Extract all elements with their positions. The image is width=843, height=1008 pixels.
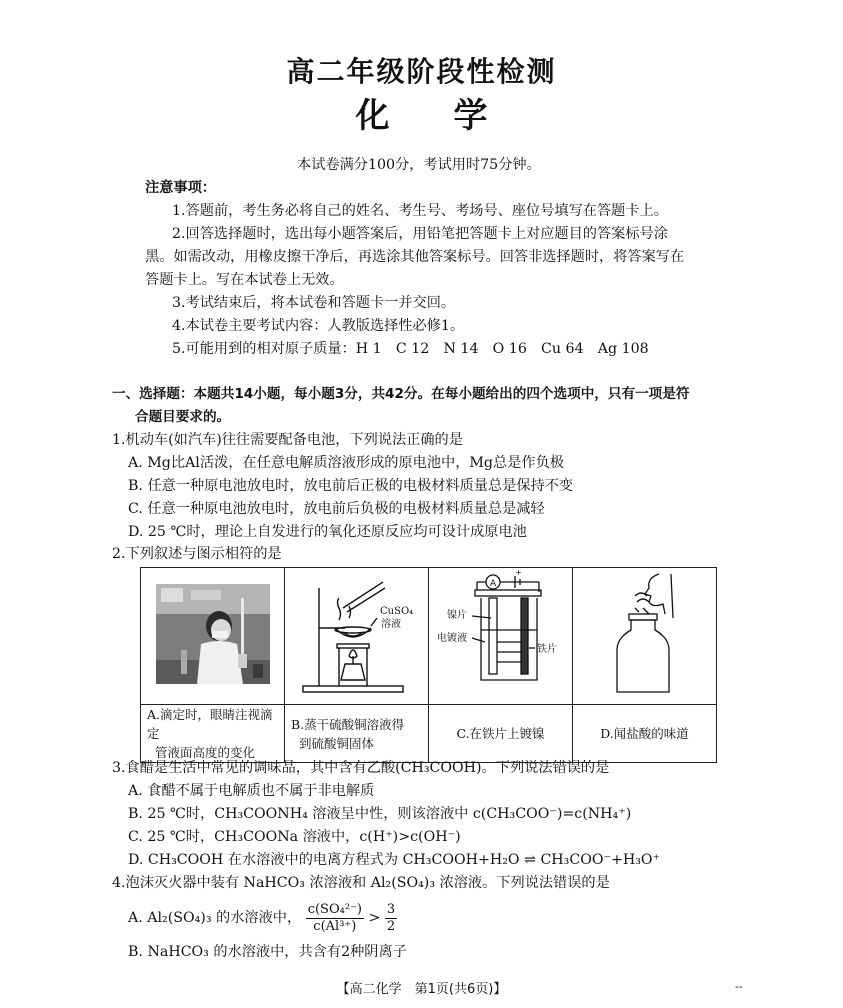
caption-c: C.在铁片上镀镍 bbox=[429, 705, 573, 763]
q4-ratio-denominator: c(Al³⁺) bbox=[313, 918, 357, 934]
q4-value-denominator: 2 bbox=[386, 918, 396, 934]
titration-photo-image bbox=[141, 568, 285, 700]
q4-compare-sign: > bbox=[368, 910, 381, 926]
q4-option-a bbox=[128, 900, 397, 936]
q4-value-numerator: 3 bbox=[386, 901, 396, 917]
evaporation-apparatus-icon bbox=[285, 568, 429, 700]
iron-label: 铁片 bbox=[537, 644, 557, 655]
caption-b-line2: 到硫酸铜固体 bbox=[299, 735, 375, 751]
figure-b-cell bbox=[285, 568, 429, 705]
q1-option-d: D. 25 ℃时，理论上自发进行的氧化还原反应均可设计成原电池 bbox=[128, 524, 527, 540]
figure-d-cell bbox=[573, 568, 717, 705]
q1-option-c: C. 任意一种原电池放电时，放电前后负极的电极材料质量总是减轻 bbox=[128, 501, 545, 517]
exam-info: 本试卷满分100分，考试用时75分钟。 bbox=[297, 157, 541, 173]
figure-a-cell bbox=[141, 568, 285, 705]
cuso4-label: CuSO₄ bbox=[380, 606, 414, 617]
smelling-bottle-icon bbox=[573, 568, 717, 700]
q1-option-b: B. 任意一种原电池放电时，放电前后正极的电极材料质量总是保持不变 bbox=[128, 478, 574, 494]
q3-option-d: D. CH₃COOH 在水溶液中的电离方程式为 CH₃COOH+H₂O ⇌ CH₃COO⁻+H₃O⁺ bbox=[128, 852, 661, 868]
electrolyte-label: 电镀液 bbox=[437, 633, 467, 644]
q3-option-b: B. 25 ℃时，CH₃COONH₄ 溶液呈中性，则该溶液中 c(CH₃COO⁻)=c(NH₄⁺) bbox=[128, 806, 632, 822]
exam-title: 高二年级阶段性检测 bbox=[286, 55, 557, 88]
notice-item-3: 3.考试结束后，将本试卷和答题卡一并交回。 bbox=[172, 295, 456, 311]
q3-stem: 3.食醋是生活中常见的调味品，其中含有乙酸(CH₃COOH)。下列说法错误的是 bbox=[112, 760, 610, 776]
caption-a-line2: 管液面高度的变化 bbox=[155, 745, 256, 760]
q3-option-c: C. 25 ℃时，CH₃COONa 溶液中，c(H⁺)>c(OH⁻) bbox=[128, 829, 461, 845]
notice-item-2c: 答题卡上。写在本试卷上无效。 bbox=[145, 272, 344, 288]
ammeter-label: A bbox=[490, 579, 497, 589]
caption-a-line1: A.滴定时，眼睛注视滴定 bbox=[147, 707, 273, 741]
q2-figure-table bbox=[140, 567, 717, 763]
q4-ratio-fraction bbox=[306, 902, 364, 935]
q3-option-a: A. 食醋不属于电解质也不属于非电解质 bbox=[128, 783, 375, 799]
subject-title: 化学 bbox=[355, 96, 552, 136]
caption-a bbox=[141, 705, 285, 763]
nickel-label: 镍片 bbox=[447, 610, 467, 621]
notice-heading: 注意事项： bbox=[145, 180, 216, 196]
q1-option-a: A. Mg比Al活泼，在任意电解质溶液形成的原电池中，Mg总是作负极 bbox=[128, 455, 564, 471]
section-heading-b: 合题目要求的。 bbox=[135, 409, 231, 425]
caption-b bbox=[285, 705, 429, 763]
electroplating-cell-icon bbox=[429, 568, 573, 700]
q4-option-a-prefix: A. Al₂(SO₄)₃ 的水溶液中， bbox=[128, 910, 302, 926]
battery-plus-icon: + bbox=[515, 568, 522, 577]
caption-b-line1: B.蒸干硫酸铜溶液得 bbox=[291, 716, 405, 732]
notice-item-1: 1.答题前，考生务必将自己的姓名、考生号、考场号、座位号填写在答题卡上。 bbox=[172, 203, 668, 219]
notice-item-4: 4.本试卷主要考试内容：人教版选择性必修1。 bbox=[172, 318, 465, 334]
notice-item-2b: 黑。如需改动，用橡皮擦干净后，再选涂其他答案标号。回答非选择题时，将答案写在 bbox=[145, 249, 685, 265]
notice-item-2a: 2.回答选择题时，选出每小题答案后，用铅笔把答题卡上对应题目的答案标号涂 bbox=[172, 226, 668, 242]
q4-value-fraction bbox=[385, 902, 397, 935]
figure-c-cell bbox=[429, 568, 573, 705]
caption-d: D.闻盐酸的味道 bbox=[573, 705, 717, 763]
q1-stem: 1.机动车(如汽车)往往需要配备电池，下列说法正确的是 bbox=[112, 432, 463, 448]
page-footer: 【高二化学 第1页(共6页)】 bbox=[336, 982, 507, 997]
q4-ratio-numerator: c(SO₄²⁻) bbox=[307, 901, 362, 917]
q4-stem: 4.泡沫灭火器中装有 NaHCO₃ 浓溶液和 Al₂(SO₄)₃ 浓溶液。下列说法错误的是 bbox=[112, 875, 610, 891]
section-heading-a: 一、选择题：本题共14小题，每小题3分，共42分。在每小题给出的四个选项中，只有一项是符 bbox=[112, 386, 690, 402]
q4-option-b: B. NaHCO₃ 的水溶液中，共含有2种阴离子 bbox=[128, 944, 407, 960]
q2-stem: 2.下列叙述与图示相符的是 bbox=[112, 546, 282, 562]
footer-mark: -- bbox=[735, 980, 743, 993]
notice-item-5: 5.可能用到的相对原子质量：H 1 C 12 N 14 O 16 Cu 64 Ag 108 bbox=[172, 341, 649, 357]
solution-label: 溶液 bbox=[381, 619, 401, 630]
